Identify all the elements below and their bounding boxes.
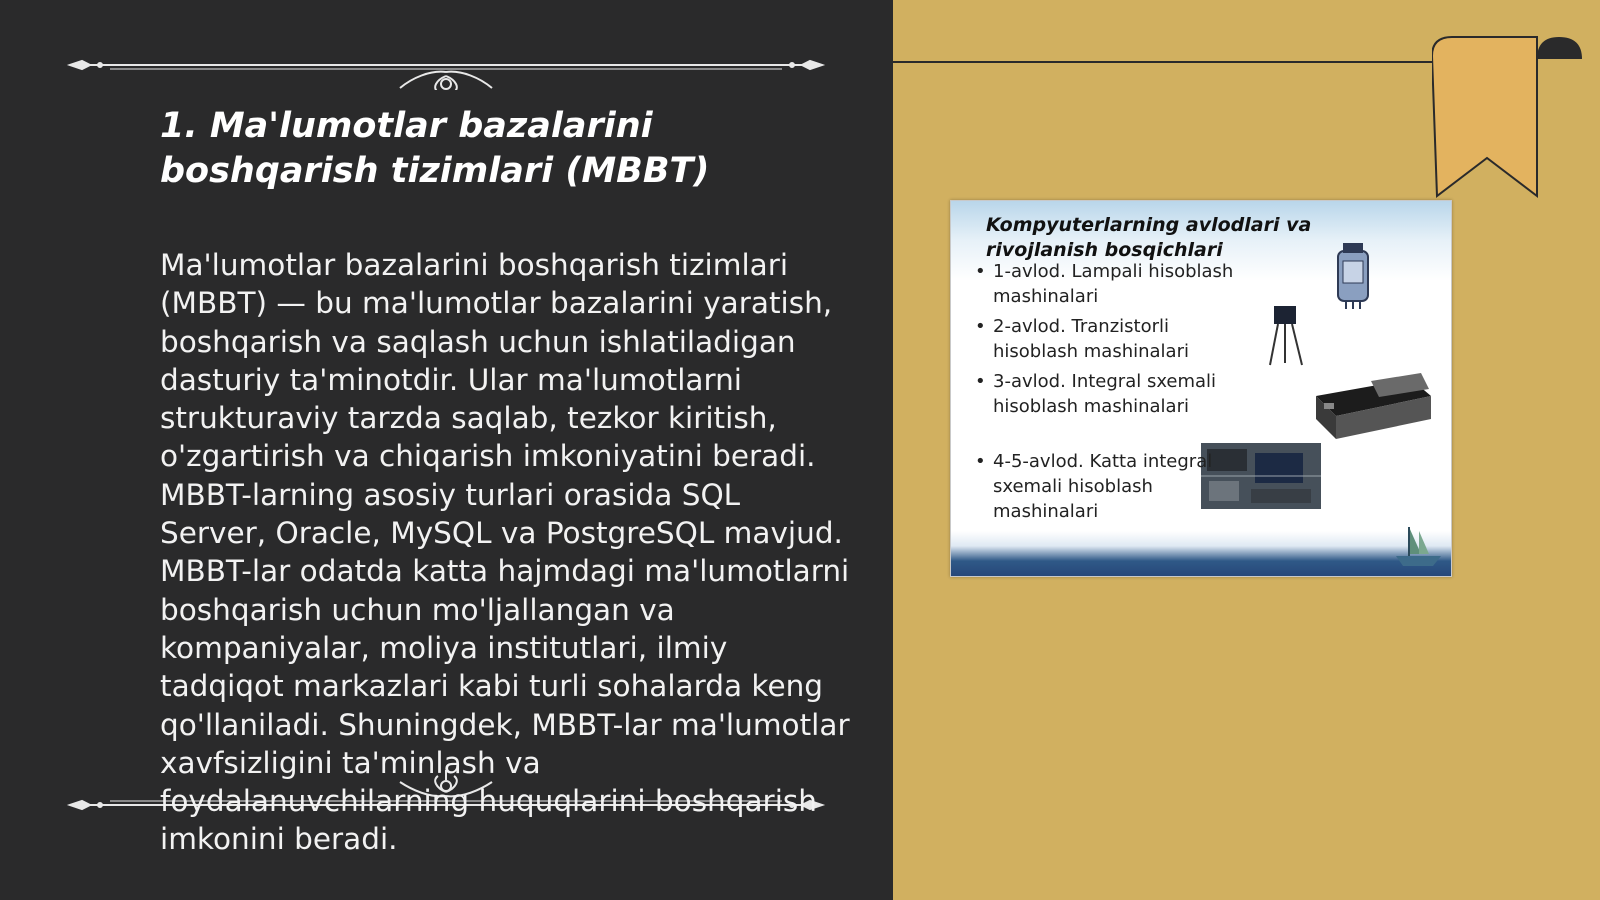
slide-title: 1. Ma'lumotlar bazalarini boshqarish tizimlari (MBBT) <box>160 106 710 191</box>
list-item-text: 1-avlod. Lampali hisoblash mashinalari <box>993 261 1234 307</box>
bullet-icon: • <box>975 451 986 472</box>
bullet-icon: • <box>975 316 986 337</box>
list-item-text: 3-avlod. Integral sxemali hisoblash mashinalari <box>993 371 1217 417</box>
list-item <box>969 369 1239 449</box>
ship-logo-icon <box>1396 527 1441 566</box>
bullet-icon: • <box>975 261 986 282</box>
generations-list <box>969 259 1239 524</box>
list-item <box>969 259 1239 314</box>
bullet-icon: • <box>975 371 986 392</box>
slide-body-text: Ma'lumotlar bazalarini boshqarish tizimlari (MBBT) — bu ma'lumotlar bazalarini yaratish, boshqarish va saqlash uchun ishlatiladigan dasturiy ta'minotdir. Ular ma'lumotlarni strukturaviy tarzda saqlab, tezkor kiritish, o'zgartirish va chiqarish imkoniyatini beradi. MBBT-larning asosiy turlari orasida SQL Server, Oracle, MySQL va PostgreSQL mavjud. MBBT-lar odatda katta hajmdagi ma'lumotlarni boshqarish uchun mo'ljallangan va kompaniyalar, moliya institutlari, ilmiy tadqiqot markazlari kabi turli sohalarda keng qo'llaniladi. Shuningdek, MBBT-lar ma'lumotlar xavfsizligini ta'minlash va foydalanuvchilarning huquqlarini boshqarish imkonini beradi. <box>160 248 850 857</box>
list-item <box>969 449 1239 524</box>
transistor-icon <box>1270 306 1302 365</box>
list-item <box>969 314 1239 369</box>
embedded-slide-image <box>950 200 1452 577</box>
list-item-text: 4-5-avlod. Katta integral sxemali hisoblash mashinalari <box>993 451 1213 522</box>
embedded-slide-heading: Kompyuterlarning avlodlari va rivojlanish bosqichlari <box>986 214 1312 261</box>
integrated-circuit-icon <box>1316 373 1431 439</box>
top-ornament-divider <box>60 40 832 90</box>
list-item-text: 2-avlod. Tranzistorli hisoblash mashinalari <box>993 316 1189 362</box>
bookmark-ribbon-icon <box>1432 34 1597 199</box>
decorative-horizontal-line <box>893 61 1438 63</box>
